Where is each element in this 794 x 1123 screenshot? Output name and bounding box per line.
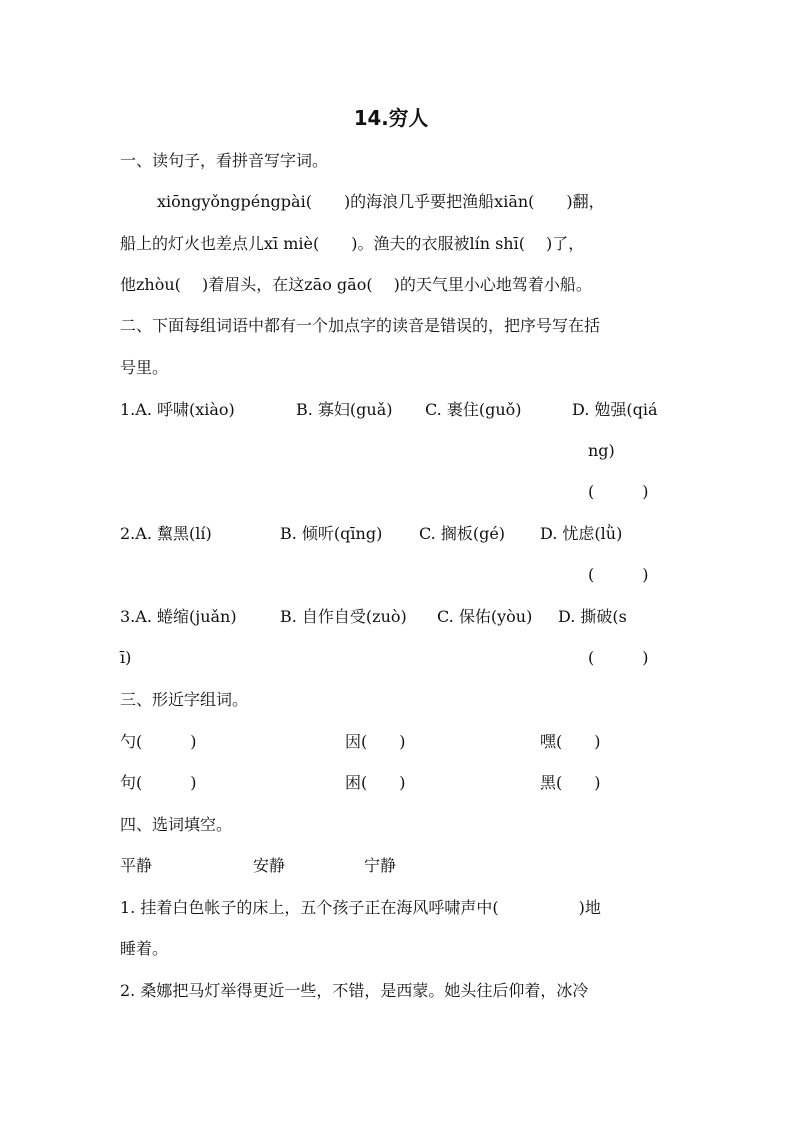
section-2-heading-cont: 号里。 bbox=[120, 358, 169, 377]
q3-option-b: B. 自作自受(zuò) bbox=[280, 607, 407, 626]
similar-char-3[interactable]: 嘿( ) bbox=[540, 732, 601, 751]
word-choice-2: 安静 bbox=[253, 856, 286, 875]
q2-option-b: B. 倾听(qīng) bbox=[280, 524, 383, 543]
section-3-heading: 三、形近字组词。 bbox=[120, 690, 249, 709]
q1-option-d: D. 勉强(qiá bbox=[572, 400, 658, 419]
s4-q2-line-1: 2. 桑娜把马灯举得更近一些，不错，是西蒙。她头往后仰着，冰冷 bbox=[120, 981, 589, 1000]
similar-char-2[interactable]: 因( ) bbox=[345, 732, 406, 751]
q1-option-a: 1.A. 呼啸(xiào) bbox=[120, 400, 235, 419]
section-1-heading: 一、读句子，看拼音写字词。 bbox=[120, 151, 329, 170]
q1-option-b: B. 寡妇(guǎ) bbox=[296, 400, 393, 419]
word-choice-1: 平静 bbox=[120, 856, 153, 875]
q2-option-c: C. 搁板(gé) bbox=[419, 524, 506, 543]
q3-option-d-cont: ī) bbox=[120, 648, 132, 667]
section-2-heading: 二、下面每组词语中都有一个加点字的读音是错误的，把序号写在括 bbox=[120, 316, 601, 335]
q2-option-d: D. 忧虑(lǜ) bbox=[540, 524, 623, 543]
page-title: 14.穷人 bbox=[353, 106, 429, 130]
q2-answer-blank[interactable]: ( ) bbox=[588, 565, 649, 584]
similar-char-5[interactable]: 困( ) bbox=[345, 773, 406, 792]
q3-option-a: 3.A. 蜷缩(juǎn) bbox=[120, 607, 237, 626]
q3-answer-blank[interactable]: ( ) bbox=[588, 648, 649, 667]
s4-q1-line-1: 1. 挂着白色帐子的床上，五个孩子正在海风呼啸声中( )地 bbox=[120, 898, 601, 917]
q1-option-c: C. 裹住(guǒ) bbox=[425, 400, 522, 419]
s1-line-1: xiōngyǒngpéngpài( )的海浪几乎要把渔船xiān( )翻， bbox=[157, 192, 605, 211]
word-choice-3: 宁静 bbox=[364, 856, 397, 875]
q1-answer-blank[interactable]: ( ) bbox=[588, 482, 649, 501]
s1-line-2: 船上的灯火也差点儿xī miè( )。渔夫的衣服被lín shī( )了， bbox=[120, 234, 585, 253]
similar-char-4[interactable]: 句( ) bbox=[120, 773, 197, 792]
similar-char-1[interactable]: 勺( ) bbox=[120, 732, 197, 751]
q3-option-c: C. 保佑(yòu) bbox=[437, 607, 533, 626]
q3-option-d: D. 撕破(s bbox=[558, 607, 627, 626]
q2-option-a: 2.A. 黧黑(lí) bbox=[120, 524, 212, 543]
similar-char-6[interactable]: 黑( ) bbox=[540, 773, 601, 792]
s1-line-3: 他zhòu( )着眉头，在这zāo gāo( )的天气里小心地驾着小船。 bbox=[120, 275, 592, 294]
section-4-heading: 四、选词填空。 bbox=[120, 815, 233, 834]
q1-option-d-cont: ng) bbox=[588, 441, 615, 460]
s4-q1-line-2: 睡着。 bbox=[120, 939, 169, 958]
